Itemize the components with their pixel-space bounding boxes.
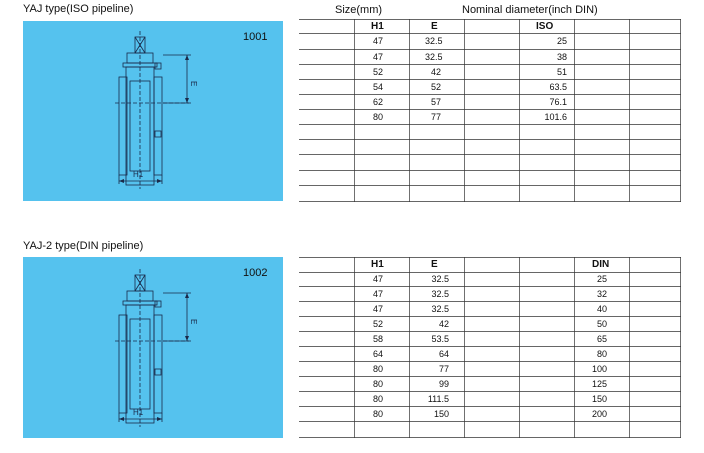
dim-h1-label: H1 bbox=[133, 408, 144, 417]
cell-iso: 76.1 bbox=[549, 97, 567, 107]
section2-title: YAJ-2 type(DIN pipeline) bbox=[23, 240, 144, 252]
cell-e: 57 bbox=[431, 97, 442, 107]
cell-e: 32.5 bbox=[431, 289, 449, 299]
cell-h1: 52 bbox=[373, 67, 384, 77]
cell-h1: 47 bbox=[373, 274, 384, 284]
cell-iso: 51 bbox=[556, 67, 567, 77]
cell-iso: 25 bbox=[556, 36, 567, 46]
size-table-iso bbox=[299, 19, 681, 202]
cell-e: 99 bbox=[438, 379, 449, 389]
cell-iso: 101.6 bbox=[544, 112, 567, 122]
cell-e: 64 bbox=[438, 349, 449, 359]
cell-din: 80 bbox=[596, 349, 607, 359]
table-grid-lines bbox=[299, 19, 681, 202]
cell-e: 42 bbox=[438, 319, 449, 329]
cell-din: 25 bbox=[596, 274, 607, 284]
cell-din: 200 bbox=[591, 409, 607, 419]
col-header-e: E bbox=[431, 21, 438, 32]
cell-h1: 80 bbox=[373, 364, 384, 374]
cell-h1: 47 bbox=[373, 36, 384, 46]
col-header-din: DIN bbox=[592, 259, 610, 270]
cell-e: 53.5 bbox=[431, 334, 449, 344]
cell-e: 111.5 bbox=[427, 394, 449, 404]
cell-h1: 47 bbox=[373, 289, 384, 299]
cell-din: 65 bbox=[596, 334, 607, 344]
cell-h1: 80 bbox=[373, 112, 384, 122]
cell-h1: 58 bbox=[373, 334, 384, 344]
valve-drawing-din bbox=[23, 257, 283, 438]
cell-h1: 54 bbox=[373, 82, 384, 92]
nominal-diameter-header: Nominal diameter(inch DIN) bbox=[462, 4, 598, 16]
cell-e: 150 bbox=[433, 409, 449, 419]
dim-e-label: E bbox=[189, 81, 198, 87]
cell-h1: 52 bbox=[373, 319, 384, 329]
cell-h1: 47 bbox=[373, 52, 384, 62]
cell-din: 50 bbox=[596, 319, 607, 329]
valve-drawing-iso bbox=[23, 21, 283, 201]
cell-iso: 38 bbox=[556, 52, 567, 62]
cell-e: 32.5 bbox=[431, 274, 449, 284]
cell-h1: 80 bbox=[373, 394, 384, 404]
cell-iso: 63.5 bbox=[549, 82, 567, 92]
product-panel-1001 bbox=[23, 21, 283, 201]
dim-e-label: E bbox=[189, 319, 198, 325]
cell-din: 100 bbox=[591, 364, 607, 374]
panel-id: 1002 bbox=[243, 267, 268, 279]
size-table-din bbox=[299, 257, 681, 438]
cell-e: 42 bbox=[431, 67, 442, 77]
cell-e: 32.5 bbox=[425, 52, 443, 62]
cell-din: 125 bbox=[591, 379, 607, 389]
product-panel-1002 bbox=[23, 257, 283, 438]
cell-e: 32.5 bbox=[425, 36, 443, 46]
col-header-e: E bbox=[431, 259, 438, 270]
cell-e: 77 bbox=[438, 364, 449, 374]
panel-id: 1001 bbox=[243, 31, 268, 43]
cell-h1: 64 bbox=[373, 349, 384, 359]
cell-h1: 80 bbox=[373, 409, 384, 419]
cell-e: 32.5 bbox=[431, 304, 449, 314]
col-header-h1: H1 bbox=[371, 259, 384, 270]
cell-h1: 80 bbox=[373, 379, 384, 389]
section1-title: YAJ type(ISO pipeline) bbox=[23, 3, 134, 15]
dim-h1-label: H1 bbox=[133, 170, 144, 179]
size-header: Size(mm) bbox=[335, 4, 383, 16]
cell-din: 150 bbox=[591, 394, 607, 404]
table-grid-lines bbox=[299, 257, 681, 438]
col-header-h1: H1 bbox=[371, 21, 384, 32]
cell-h1: 47 bbox=[373, 304, 384, 314]
cell-din: 32 bbox=[596, 289, 607, 299]
cell-e: 52 bbox=[431, 82, 442, 92]
cell-h1: 62 bbox=[373, 97, 384, 107]
col-header-iso: ISO bbox=[536, 21, 554, 32]
cell-din: 40 bbox=[596, 304, 607, 314]
cell-e: 77 bbox=[431, 112, 442, 122]
